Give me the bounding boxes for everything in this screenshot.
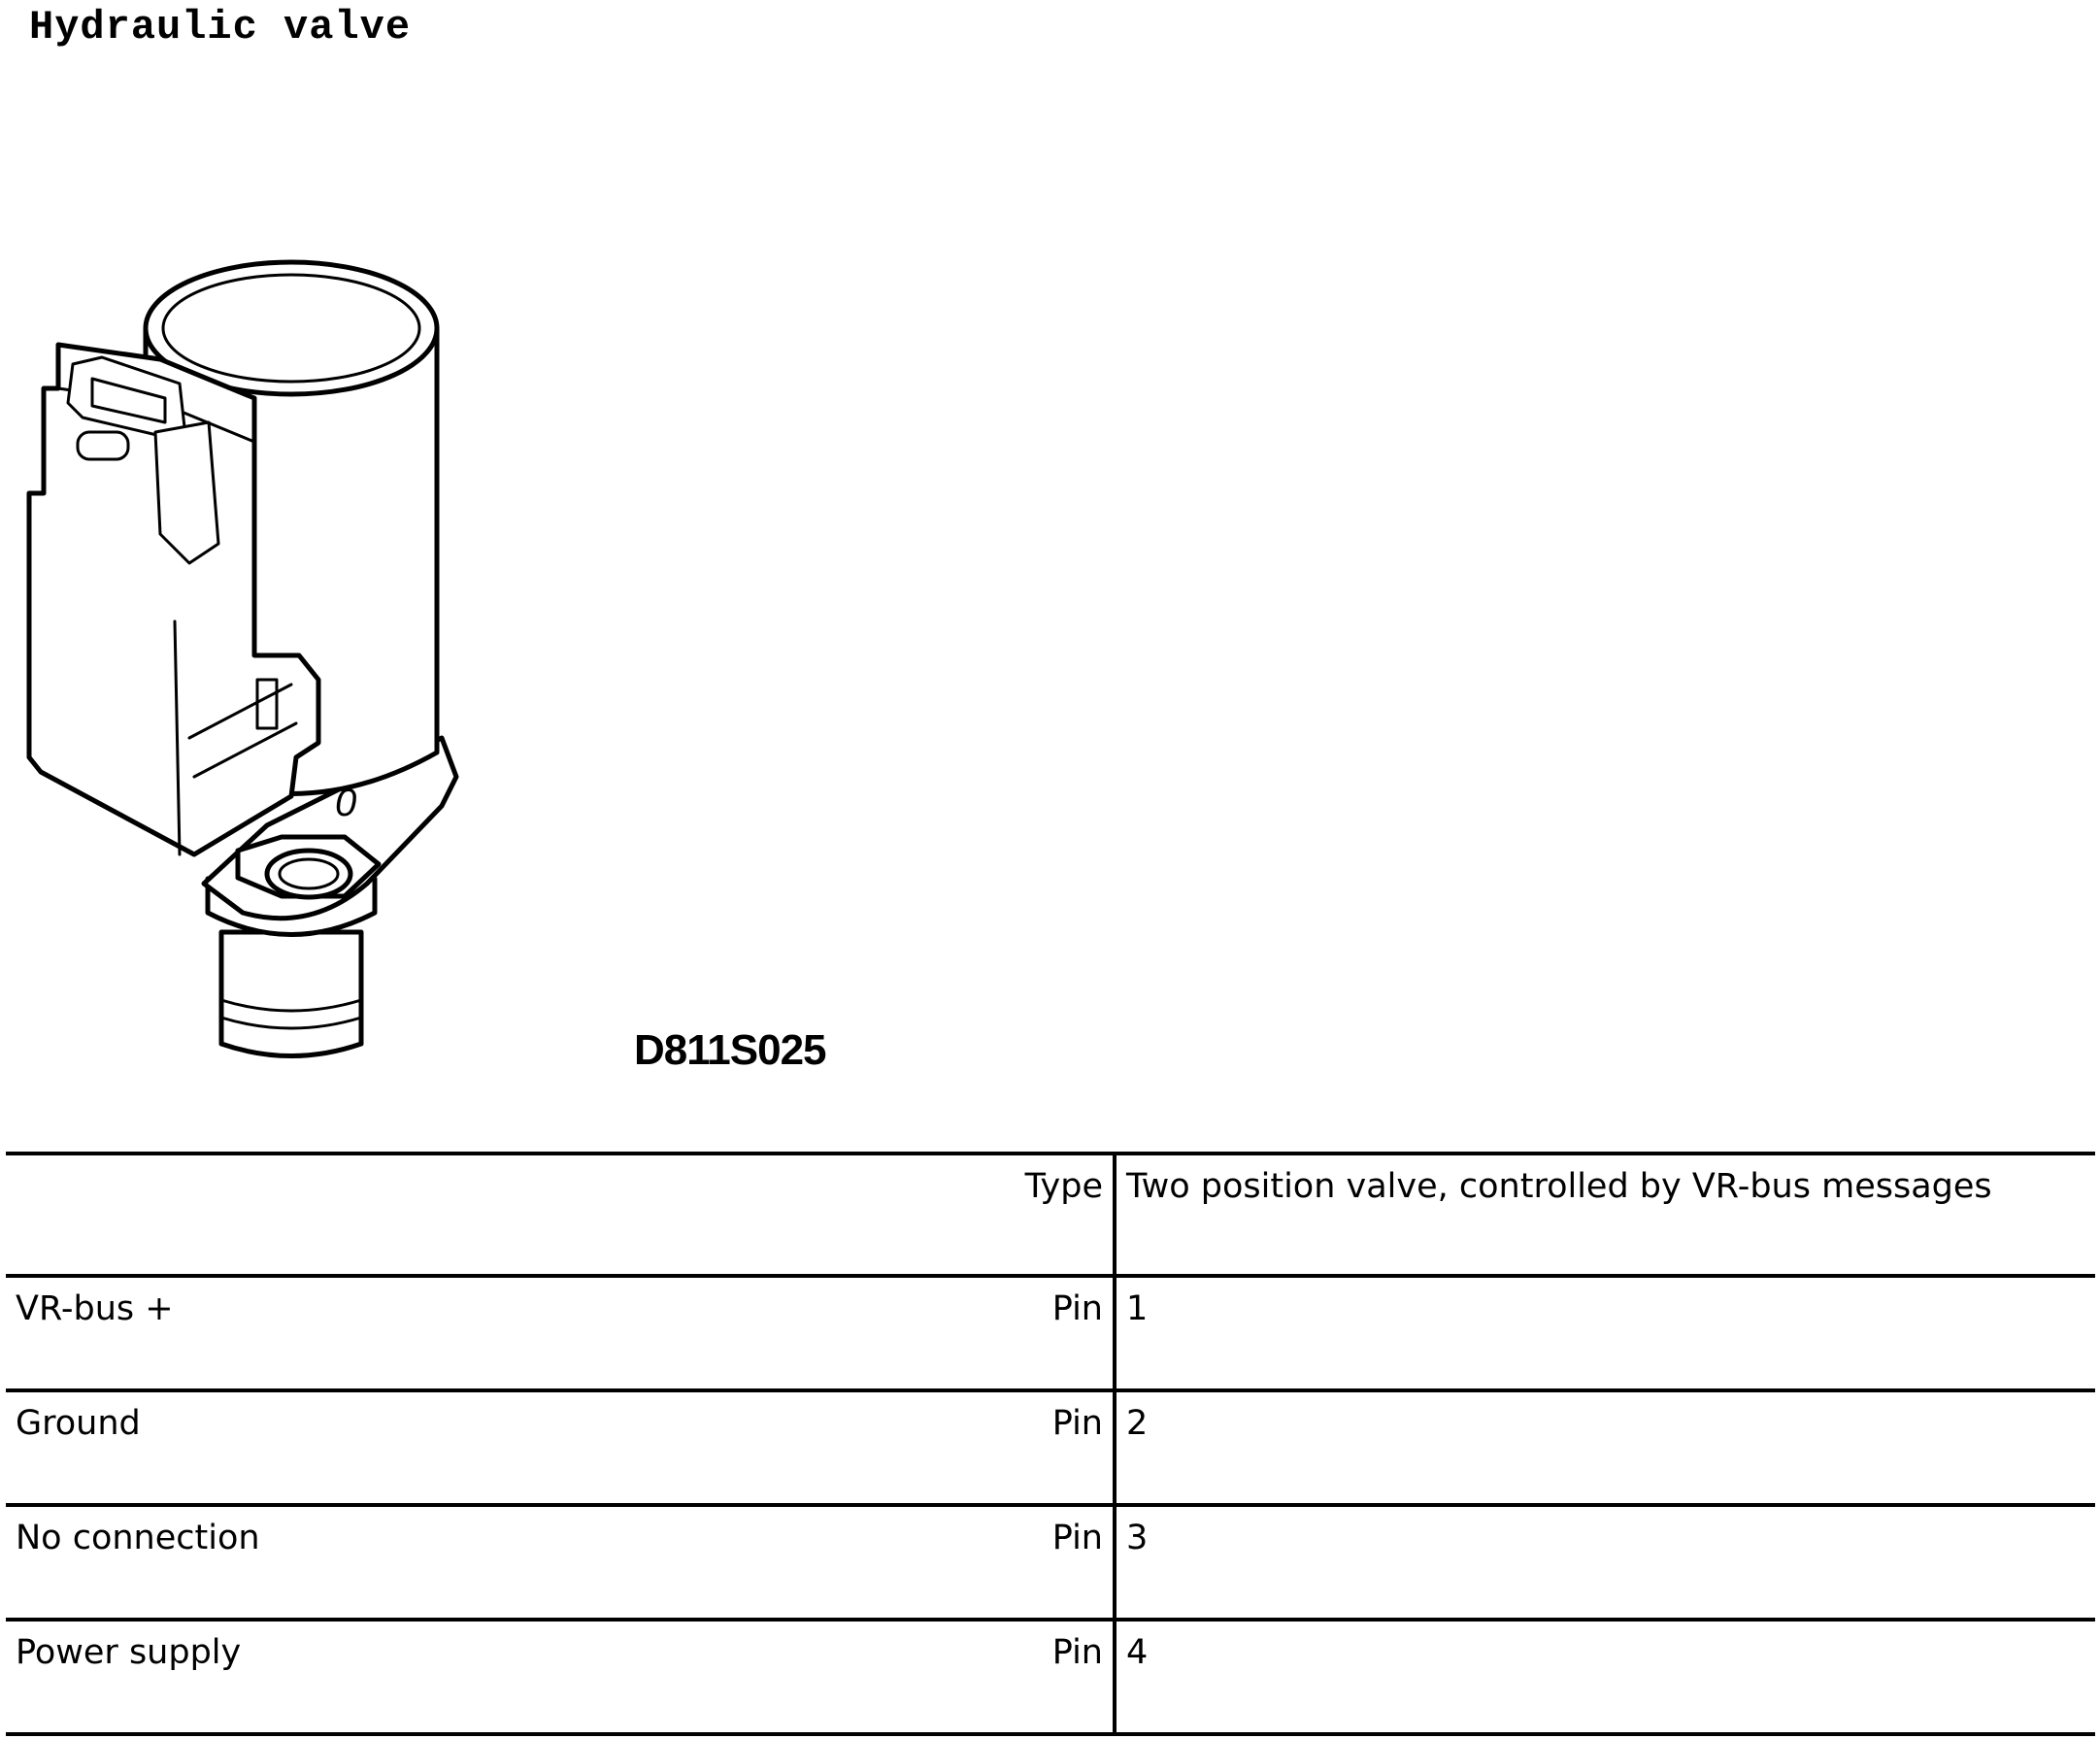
figure-code: D811S025 xyxy=(634,1026,826,1074)
row-unit: Pin xyxy=(802,1390,1115,1505)
row-label: Ground xyxy=(6,1390,802,1505)
table-row xyxy=(6,1620,2095,1734)
row-value: 2 xyxy=(1115,1390,2095,1505)
table-row xyxy=(6,1505,2095,1620)
page-title: Hydraulic valve xyxy=(29,4,412,50)
row-value: 3 xyxy=(1115,1505,2095,1620)
row-label xyxy=(6,1154,802,1276)
row-value: 1 xyxy=(1115,1276,2095,1390)
spec-table xyxy=(6,1152,2095,1736)
hydraulic-valve-illustration xyxy=(0,233,505,1078)
valve-marking: 0 xyxy=(335,782,357,824)
table-row xyxy=(6,1154,2095,1276)
row-label: Power supply xyxy=(6,1620,802,1734)
row-unit: Type xyxy=(802,1154,1115,1276)
row-unit: Pin xyxy=(802,1505,1115,1620)
row-label: No connection xyxy=(6,1505,802,1620)
row-unit: Pin xyxy=(802,1276,1115,1390)
row-value: 4 xyxy=(1115,1620,2095,1734)
table-row xyxy=(6,1390,2095,1505)
row-unit: Pin xyxy=(802,1620,1115,1734)
table-row xyxy=(6,1276,2095,1390)
row-label: VR-bus + xyxy=(6,1276,802,1390)
row-value: Two position valve, controlled by VR-bus messages xyxy=(1115,1154,2095,1276)
